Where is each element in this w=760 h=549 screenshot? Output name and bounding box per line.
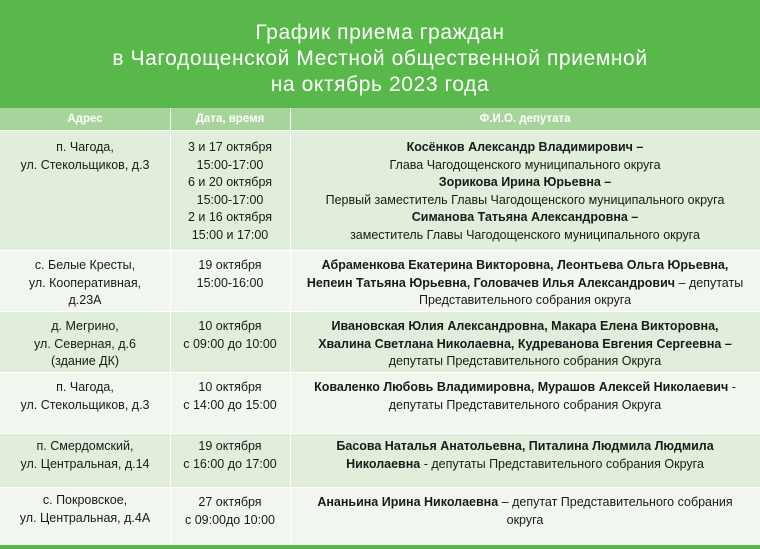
table-row: [0, 131, 760, 250]
datetime-line: 15:00-17:00: [196, 192, 264, 207]
deputy-line: [290, 209, 760, 227]
deputy-name: Ивановская Юлия Александровна, Макара Елена Викторовна,: [331, 319, 719, 333]
deputy-line: [290, 227, 760, 245]
datetime-line: 15:00-17:00: [196, 157, 264, 172]
deputy-line: [290, 257, 760, 275]
deputy-line: [290, 494, 760, 512]
table-header: [0, 108, 760, 130]
datetime-cell: [170, 312, 290, 372]
deputy-line: [290, 157, 760, 175]
datetime-line: 19 октября: [198, 439, 262, 453]
address-cell: [0, 488, 170, 545]
title-line-3: на октябрь 2023 года: [270, 73, 490, 96]
deputy-cell: [290, 312, 760, 372]
address-line: ул. Стекольщиков, д.3: [20, 157, 150, 172]
address-line: (здание ДК): [50, 354, 120, 368]
bottom-bar: [0, 545, 760, 549]
address-line: с. Покровское,: [42, 493, 128, 507]
deputy-cell: [290, 434, 760, 487]
deputy-cell: [290, 488, 760, 545]
deputy-name: Косёнков Александр Владимирович –: [406, 140, 644, 154]
title-line-1: График приема граждан: [255, 21, 505, 44]
datetime-line: 6 и 20 октября: [187, 175, 273, 189]
table-row: [0, 373, 760, 433]
datetime-line: 19 октября: [198, 258, 262, 272]
address-line: д. Мегрино,: [51, 319, 119, 333]
column-header-datetime: Дата, время: [195, 113, 265, 125]
deputy-line: [290, 397, 760, 415]
address-line: ул. Стекольщиков, д.3: [20, 397, 150, 412]
address-line: ул. Кооперативная,: [28, 275, 142, 290]
deputy-line: [290, 139, 760, 157]
deputy-cell: [290, 131, 760, 250]
datetime-line: с 16:00 до 17:00: [183, 456, 277, 471]
deputy-role: депутаты Представительного собрания Округа: [388, 354, 662, 368]
column-header-deputy: Ф.И.О. депутата: [479, 113, 571, 125]
datetime-line: с 09:00до 10:00: [184, 512, 275, 527]
title-line-2: в Чагодощенской Местной общественной приемной: [112, 47, 648, 70]
deputy-name: Николаевна: [346, 456, 421, 471]
datetime-line: 27 октября: [198, 495, 262, 509]
datetime-cell: [170, 434, 290, 487]
table-row: [0, 312, 760, 372]
address-line: п. Смердомский,: [36, 439, 134, 453]
deputy-line: [290, 192, 760, 210]
deputy-line: [290, 379, 760, 397]
deputy-line: [290, 336, 760, 354]
deputy-name: Ананьина Ирина Николаевна: [317, 495, 499, 509]
address-line: п. Чагода,: [56, 380, 114, 394]
datetime-cell: [170, 251, 290, 311]
datetime-cell: [170, 373, 290, 433]
datetime-line: 15:00-16:00: [196, 275, 264, 290]
address-line: ул. Центральная, д.4А: [19, 510, 151, 525]
deputy-line: [290, 456, 760, 474]
table-row: [0, 488, 760, 545]
deputy-role: округа: [506, 512, 544, 527]
deputy-line: [290, 438, 760, 456]
deputy-role: депутаты Представительного собрания Округа: [388, 397, 662, 412]
deputy-role: - депутаты Представительного собрания Округа: [420, 456, 704, 471]
address-cell: [0, 373, 170, 433]
table-row: [0, 434, 760, 487]
deputy-name: Абраменкова Екатерина Викторовна, Леонтьева Ольга Юрьевна,: [321, 258, 729, 272]
address-cell: [0, 312, 170, 372]
datetime-line: с 14:00 до 15:00: [183, 397, 277, 412]
datetime-cell: [170, 488, 290, 545]
column-divider: [170, 108, 171, 548]
datetime-line: 10 октября: [198, 319, 262, 333]
address-line: п. Чагода,: [56, 140, 114, 154]
datetime-cell: [170, 131, 290, 250]
deputy-name: Басова Наталья Анатольевна, Питалина Людмила Людмила: [336, 439, 714, 453]
deputy-cell: [290, 251, 760, 311]
deputy-line: [290, 275, 760, 293]
deputy-role: -: [728, 380, 736, 394]
deputy-line: [290, 353, 760, 371]
deputy-name: Непеин Татьяна Юрьевна, Головачев Илья Александрович: [306, 275, 676, 290]
deputy-line: [290, 318, 760, 336]
address-line: д.23А: [68, 293, 102, 307]
datetime-line: 3 и 17 октября: [187, 140, 273, 154]
address-line: ул. Северная, д.6: [34, 336, 136, 351]
deputy-line: [290, 512, 760, 530]
table-row: [0, 251, 760, 311]
deputy-line: [290, 292, 760, 310]
datetime-line: с 09:00 до 10:00: [183, 336, 277, 351]
address-line: ул. Центральная, д.14: [20, 456, 150, 471]
column-header-address: Адрес: [67, 113, 103, 125]
datetime-line: 10 октября: [198, 380, 262, 394]
deputy-name: Зорикова Ирина Юрьевна –: [438, 175, 612, 189]
deputy-line: [290, 174, 760, 192]
deputy-role: заместитель Главы Чагодощенского муниципального округа: [350, 227, 700, 242]
address-cell: [0, 251, 170, 311]
deputy-name: Симанова Татьяна Александровна –: [411, 210, 639, 224]
deputy-role: – депутат Представительного собрания: [498, 495, 733, 509]
deputy-role: – депутаты: [675, 275, 744, 290]
deputy-role: Первый заместитель Главы Чагодощенского муниципального округа: [325, 192, 725, 207]
deputy-role: Представительного собрания округа: [418, 293, 632, 307]
deputy-name: Хвалина Светлана Николаевна, Кудреванова Евгения Сергеевна –: [318, 336, 732, 351]
address-cell: [0, 434, 170, 487]
deputy-role: Глава Чагодощенского муниципального округа: [389, 157, 661, 172]
datetime-line: 15:00 и 17:00: [191, 227, 269, 242]
address-line: с. Белые Кресты,: [34, 258, 136, 272]
address-cell: [0, 131, 170, 250]
deputy-name: Коваленко Любовь Владимировна, Мурашов Алексей Николаевич: [314, 380, 729, 394]
deputy-cell: [290, 373, 760, 433]
datetime-line: 2 и 16 октября: [187, 210, 273, 224]
title-banner: [0, 0, 760, 108]
column-divider: [290, 108, 291, 548]
